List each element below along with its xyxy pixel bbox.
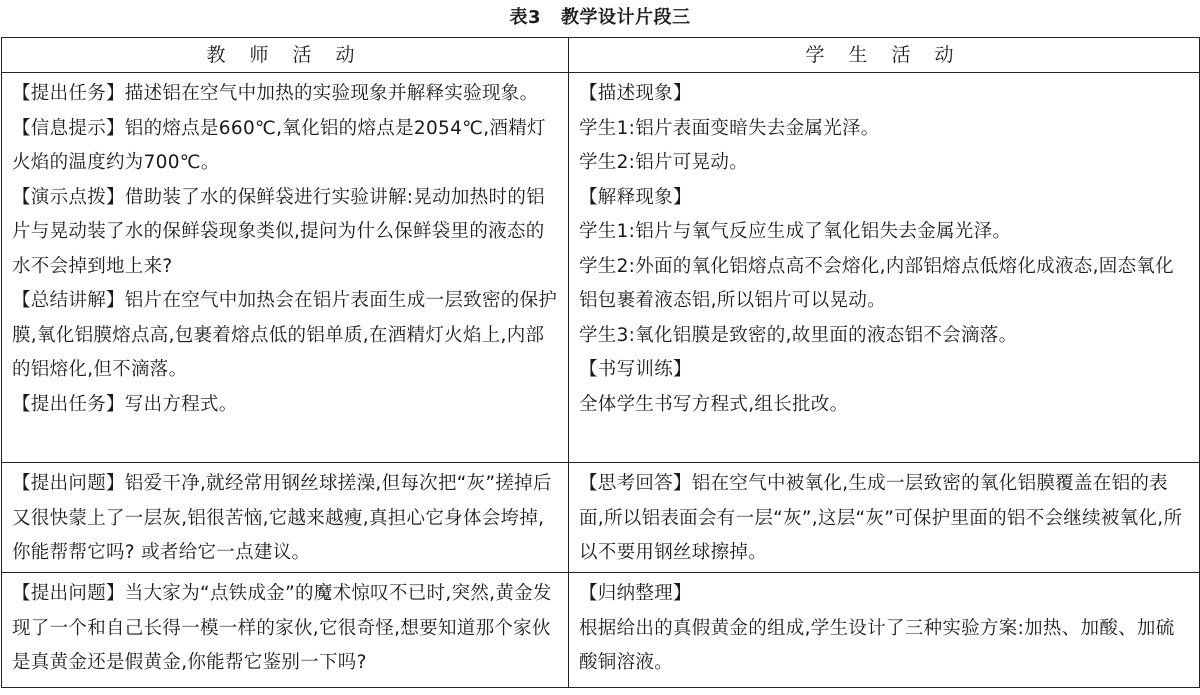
student-paragraph: 学生2:外面的氧化铝熔点高不会熔化,内部铝熔点低熔化成液态,固态氧化铝包裹着液态铝,所以铝片可以晃动。 (579, 255, 1174, 311)
student-paragraph: 根据给出的真假黄金的组成,学生设计了三种实验方案:加热、加酸、加硫酸铜溶液。 (579, 617, 1175, 673)
teacher-cell (2, 573, 569, 688)
student-paragraph: 【描述现象】 (579, 83, 692, 104)
teacher-activity-header: 教 师 活 动 (2, 38, 569, 73)
table-number: 表3 (509, 7, 542, 28)
table-row (2, 463, 1200, 573)
table-title: 教学设计片段三 (561, 7, 691, 28)
student-paragraph: 【解释现象】 (579, 186, 692, 208)
teaching-design-table (1, 37, 1200, 688)
student-paragraph: 学生3:氧化铝膜是致密的,故里面的液态铝不会滴落。 (579, 324, 1018, 346)
student-paragraph: 学生1:铝片与氧气反应生成了氧化铝失去金属光泽。 (579, 221, 1012, 242)
student-cell (569, 573, 1200, 688)
teacher-paragraph: 【提出问题】当大家为“点铁成金”的魔术惊叹不已时,突然,黄金发现了一个和自己长得一模一样的家伙,它很奇怪,想要知道那个家伙是真黄金还是假黄金,你能帮它鉴别一下吗? (12, 583, 552, 673)
student-paragraph: 学生2:铝片可晃动。 (579, 152, 749, 173)
student-paragraph: 【书写训练】 (579, 359, 692, 380)
table-caption (0, 2, 1200, 34)
teacher-paragraph: 【提出问题】铝爱干净,就经常用钢丝球搓澡,但每次把“灰”搓掉后又很快蒙上了一层灰,铝很苦恼,它越来越瘦,真担心它身体会垮掉,你能帮帮它吗? 或者给它一点建议。 (12, 473, 552, 563)
teacher-paragraph: 【提出任务】写出方程式。 (12, 393, 238, 415)
table-row (2, 573, 1200, 688)
student-paragraph: 学生1:铝片表面变暗失去金属光泽。 (579, 117, 880, 139)
teacher-paragraph: 【总结讲解】铝片在空气中加热会在铝片表面生成一层致密的保护膜,氧化铝膜熔点高,包裹着熔点低的铝单质,在酒精灯火焰上,内部的铝熔化,但不滴落。 (12, 290, 558, 380)
student-paragraph: 全体学生书写方程式,组长批改。 (579, 393, 849, 415)
student-activity-header: 学 生 活 动 (569, 38, 1200, 73)
teacher-paragraph: 【信息提示】铝的熔点是660℃,氧化铝的熔点是2054℃,酒精灯火焰的温度约为700℃。 (12, 117, 546, 173)
student-cell (569, 463, 1200, 573)
teacher-cell (2, 73, 569, 463)
student-cell (569, 73, 1200, 463)
teacher-paragraph: 【演示点拨】借助装了水的保鲜袋进行实验讲解:晃动加热时的铝片与晃动装了水的保鲜袋现象类似,提问为什么保鲜袋里的液态的水不会掉到地上来? (12, 186, 545, 277)
table-row (2, 73, 1200, 463)
student-paragraph: 【归纳整理】 (579, 583, 692, 604)
student-paragraph: 【思考回答】铝在空气中被氧化,生成一层致密的氧化铝膜覆盖在铝的表面,所以铝表面会有一层“灰”,这层“灰”可保护里面的铝不会继续被氧化,所以不要用钢丝球擦掉。 (579, 473, 1183, 563)
teacher-paragraph: 【提出任务】描述铝在空气中加热的实验现象并解释实验现象。 (12, 83, 539, 104)
header-row (2, 38, 1200, 73)
teacher-cell (2, 463, 569, 573)
